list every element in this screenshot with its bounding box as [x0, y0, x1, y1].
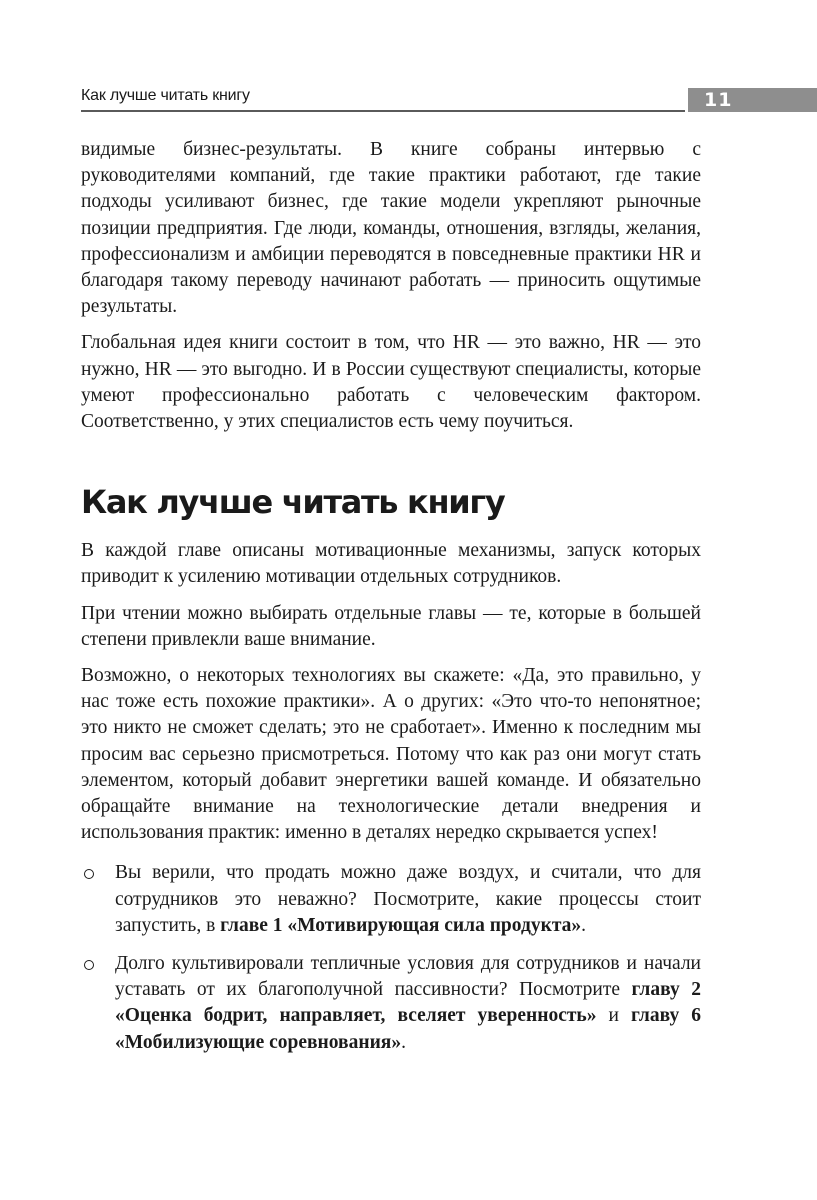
- page-number-tab: [688, 88, 817, 112]
- header-rule: [81, 110, 685, 112]
- running-header: [81, 86, 817, 116]
- section-paragraph-3: Возможно, о некоторых технологиях вы скажете: «Да, это правильно, у нас тоже есть похожие практики». А о других: «Это что-то непонятное; это никто не сможет сделать; это не сработает». Именно к последним мы просим вас серьезно присмотреться. Потому что как раз они могут стать элементом, который добавит энергетики вашей команде. И обязательно обращайте внимание на технологические детали внедрения и использования практик: именно в деталях нередко скрывается успех!: [81, 665, 701, 844]
- hollow-circle-bullet-icon: [84, 960, 94, 970]
- bullet-2-chapter-ref-1: главу 2 «Оценка бодрит, направляет, вселяет уверенность»: [115, 979, 701, 1027]
- section-paragraph-1: В каждой главе описаны мотивационные механизмы, запуск которых приводит к усилению мотивации отдельных сотрудников.: [81, 540, 701, 588]
- intro-paragraph-1: видимые бизнес-результаты. В книге собраны интервью с руководителями компаний, где такие практики работают, где такие подходы усиливают бизнес, где такие модели укрепляют рыночные позиции предприятия. Где люди, команды, отношения, взгляды, желания, профессионализм и амбиции переводятся в повседневные практики HR и благодаря такому переводу начинают работать — приносить ощутимые результаты.: [81, 139, 701, 318]
- bullet-1-text: Вы верили, что продать можно даже воздух, и считали, что для сотрудников это неважно? Посмотрите, какие процессы стоит запустить, в: [115, 862, 701, 936]
- section-paragraph-2: При чтении можно выбирать отдельные главы — те, которые в большей степени привлекли ваше внимание.: [81, 602, 701, 650]
- bullet-2-end: .: [401, 1031, 406, 1053]
- bullet-list: [81, 860, 701, 1055]
- section-heading: Как лучше читать книгу: [81, 483, 505, 522]
- bullet-1-end: .: [581, 914, 587, 936]
- page-body: [81, 137, 701, 1068]
- list-item: [81, 951, 701, 1056]
- running-title: Как лучше читать книгу: [81, 87, 250, 104]
- list-item: [81, 860, 701, 939]
- bullet-2-connector: и: [596, 1005, 632, 1027]
- bullet-2-chapter-ref-2: главу 6 «Мобилизующие соревнования»: [115, 1005, 701, 1053]
- page-number: 11: [704, 89, 733, 111]
- hollow-circle-bullet-icon: [84, 869, 94, 879]
- bullet-1-chapter-ref: главе 1 «Мотивирующая сила продукта»: [220, 914, 582, 936]
- intro-paragraph-2: Глобальная идея книги состоит в том, что HR — это важно, HR — это нужно, HR — это выгодно. И в России существуют специалисты, которые умеют профессионально работать с человеческим фактором. Соответственно, у этих специалистов есть чему поучиться.: [81, 332, 701, 433]
- bullet-2-text: Долго культивировали тепличные условия для сотрудников и начали уставать от их благополучной пассивности? Посмотрите: [115, 953, 701, 1001]
